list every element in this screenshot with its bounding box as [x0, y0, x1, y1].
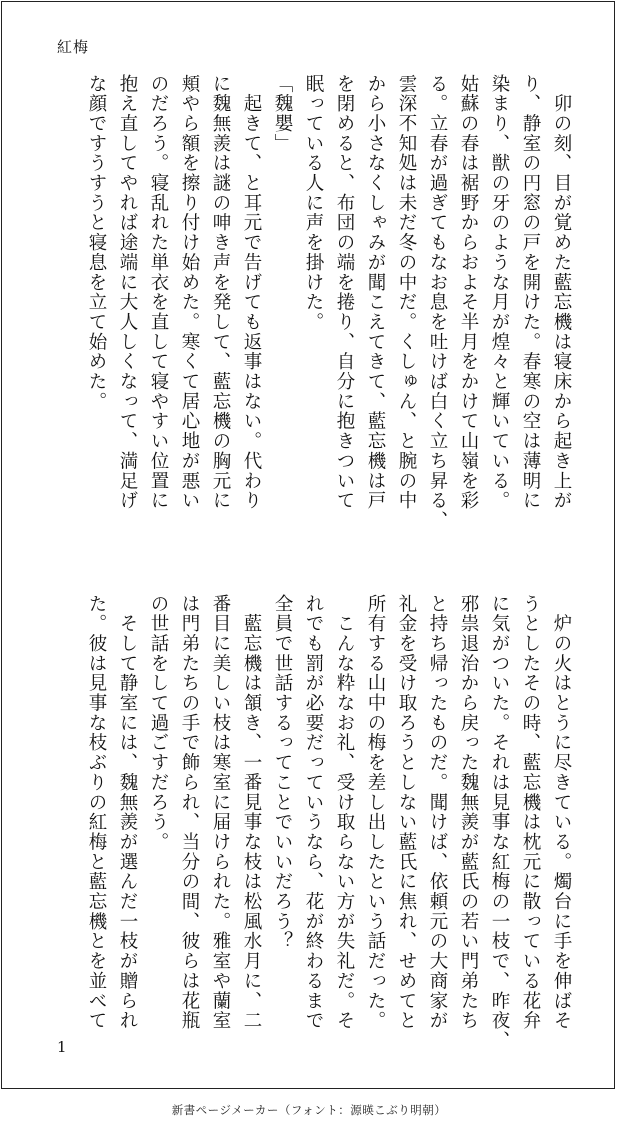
text-line: り、静室の円窓の戸を開けた。春寒の空は薄明に: [520, 74, 541, 511]
text-line: 全員で世話するってことでいいだろう？: [272, 594, 293, 952]
text-line: 炉の火はとうに尽きている。燭台に手を伸ばそ: [551, 594, 572, 1031]
text-line: 眠っている人に声を掛けた。: [303, 74, 324, 333]
text-line: れでも罰が必要だっていうなら、花が終わるまで: [303, 594, 324, 1031]
text-line: 礼金を受け取ろうとしない藍氏に焦れ、せめてと: [396, 594, 417, 1031]
text-line: 番目に美しい枝は寒室に届けられた。雅室や蘭室: [210, 594, 231, 1031]
text-line: から小さなくしゃみが聞こえてきて、藍忘機は戸: [365, 74, 386, 511]
text-line: の世話をして過ごすだろう。: [148, 594, 169, 853]
text-line: な顔ですうすうと寝息を立て始めた。: [86, 74, 107, 412]
text-block-bottom: [81, 594, 577, 1050]
book-page: [1, 1, 615, 1089]
text-line: と持ち帰ったものだ。聞けば、依頼元の大商家が: [427, 594, 448, 1031]
text-block-top: [81, 74, 577, 530]
text-line: 雲深不知処は未だ冬の中だ。くしゅん、と腕の中: [396, 74, 417, 511]
text-line: 染まり、獣の牙のような月が煌々と輝いている。: [489, 74, 510, 511]
text-line: は門弟たちの手で飾られ、当分の間、彼らは花瓶: [179, 594, 200, 1031]
text-line: 姑蘇の春は裾野からおよそ半月をかけて山嶺を彩: [458, 74, 479, 511]
text-line: 頬やら額を擦り付け始めた。寒くて居心地が悪い: [179, 74, 200, 511]
text-line: こんな粋なお礼、受け取らない方が失礼だ。そ: [334, 594, 355, 1031]
text-line: 藍忘機は頷き、一番見事な枝は松風水月に、二: [241, 594, 262, 1031]
text-line: 所有する山中の梅を差し出したという話だった。: [365, 594, 386, 1031]
footer-credit: 新書ページメーカー（フォント：源暎こぶり明朝）: [171, 1103, 447, 1117]
page-number: 1: [57, 1038, 67, 1056]
text-line: のだろう。寝乱れた単衣を直して寝やすい位置に: [148, 74, 169, 511]
text-line: る。立春が過ぎてもなお息を吐けば白く立ち昇る、: [427, 74, 448, 531]
text-line: に魏無羨は謎の呻き声を発して、藍忘機の胸元に: [210, 74, 231, 511]
text-line: 起きて、と耳元で告げても返事はない。代わり: [241, 74, 262, 511]
text-line: た。彼は見事な枝ぶりの紅梅と藍忘機とを並べて: [86, 594, 107, 1031]
text-line: 抱え直してやれば途端に大人しくなって、満足げ: [117, 74, 138, 511]
text-line: 卯の刻、目が覚めた藍忘機は寝床から起き上が: [551, 74, 572, 511]
text-line: そして静室には、魏無羨が選んだ一枝が贈られ: [117, 594, 138, 1031]
text-line: 「魏嬰」: [272, 74, 293, 154]
text-line: を閉めると、布団の端を捲り、自分に抱きついて: [334, 74, 355, 511]
text-line: に気がついた。それは見事な紅梅の一枝で、昨夜、: [489, 594, 510, 1051]
page-header-title: 紅梅: [57, 38, 90, 56]
text-line: 邪祟退治から戻った魏無羨が藍氏の若い門弟たち: [458, 594, 479, 1031]
text-line: うとしたその時、藍忘機は枕元に散っている花弁: [520, 594, 541, 1031]
